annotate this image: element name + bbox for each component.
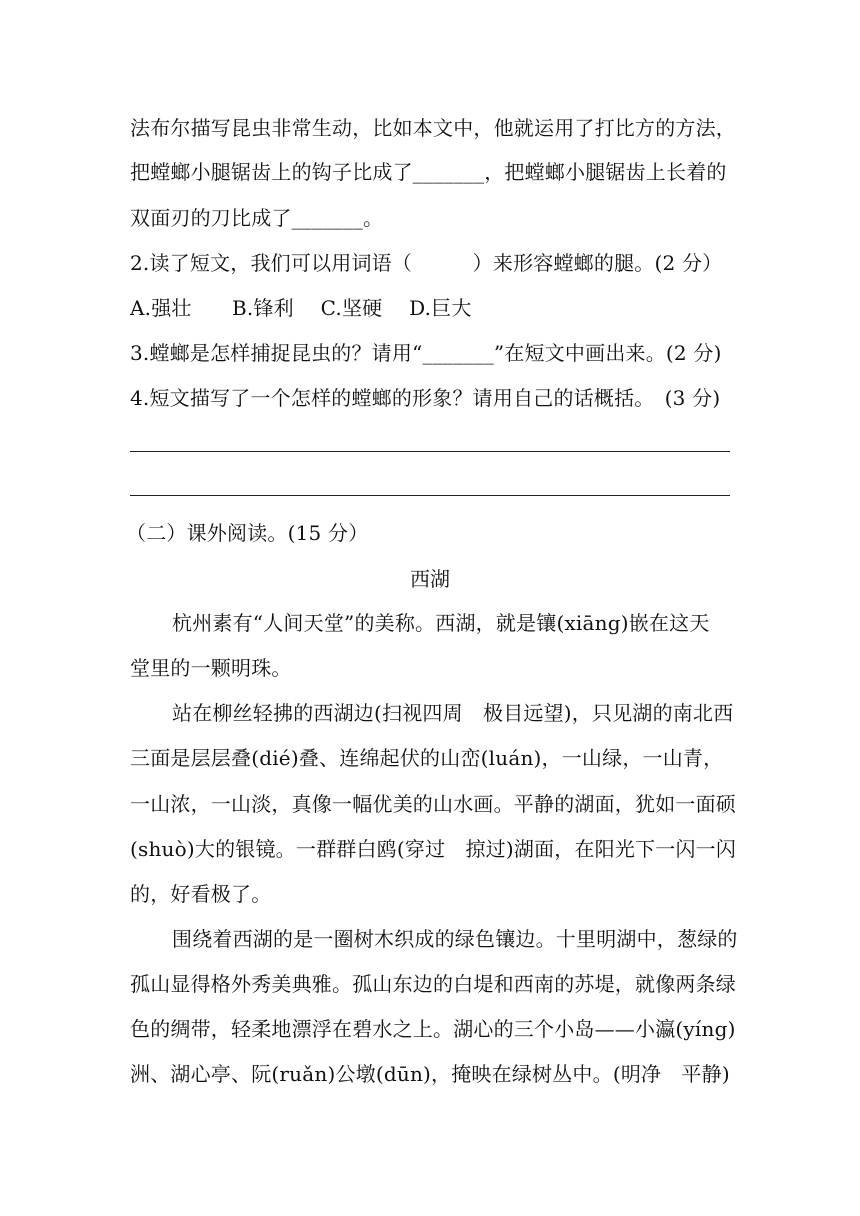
paragraph2-line-5: 的，好看极了。: [130, 882, 272, 906]
section2-heading: （二）课外阅读。(15 分）: [126, 521, 369, 545]
paragraph3-line-2: 孤山显得格外秀美典雅。孤山东边的白堤和西南的苏堤，就像两条绿: [130, 972, 736, 996]
question1-line-1: 法布尔描写昆虫非常生动，比如本文中，他就运用了打比方的方法，: [130, 116, 736, 140]
paragraph2-line-2: 三面是层层叠(dié)叠、连绵起伏的山峦(luán)，一山绿，一山青，: [130, 746, 724, 770]
question2-options: A.强壮 B.锋利 C.坚硬 D.巨大: [130, 296, 472, 320]
paragraph3-line-1: 围绕着西湖的是一圈树木织成的绿色镶边。十里明湖中，葱绿的: [172, 927, 738, 951]
passage-title: 西湖: [410, 567, 450, 591]
paragraph1-line-1: 杭州素有“人间天堂”的美称。西湖，就是镶(xiāng)嵌在这天: [172, 611, 710, 635]
question4-text: 4.短文描写了一个怎样的螳螂的形象？请用自己的话概括。 (3 分): [130, 386, 721, 410]
question1-line-3: 双面刃的刀比成了_______。: [130, 206, 384, 230]
question2-text: 2.读了短文，我们可以用词语（ ）来形容螳螂的腿。(2 分）: [130, 251, 723, 275]
paragraph2-line-1: 站在柳丝轻拂的西湖边(扫视四周 极目远望)，只见湖的南北西: [172, 701, 734, 725]
paragraph2-line-4: (shuò)大的银镜。一群群白鸥(穿过 掠过)湖面，在阳光下一闪一闪: [130, 837, 737, 861]
paragraph2-line-3: 一山浓，一山淡，真像一幅优美的山水画。平静的湖面，犹如一面硕: [130, 792, 736, 816]
answer-line-1: [130, 451, 730, 452]
paragraph1-line-2: 堂里的一颗明珠。: [130, 656, 292, 680]
paragraph3-line-4: 洲、湖心亭、阮(ruǎn)公墩(dūn)，掩映在绿树丛中。(明净 平静): [130, 1062, 730, 1086]
question1-line-2: 把螳螂小腿锯齿上的钩子比成了_______，把螳螂小腿锯齿上长着的: [130, 160, 727, 184]
answer-line-2: [130, 495, 730, 496]
paragraph3-line-3: 色的绸带，轻柔地漂浮在碧水之上。湖心的三个小岛——小瀛(yíng): [130, 1017, 736, 1041]
question3-text: 3.螳螂是怎样捕捉昆虫的？请用“_______”在短文中画出来。(2 分): [130, 341, 722, 365]
